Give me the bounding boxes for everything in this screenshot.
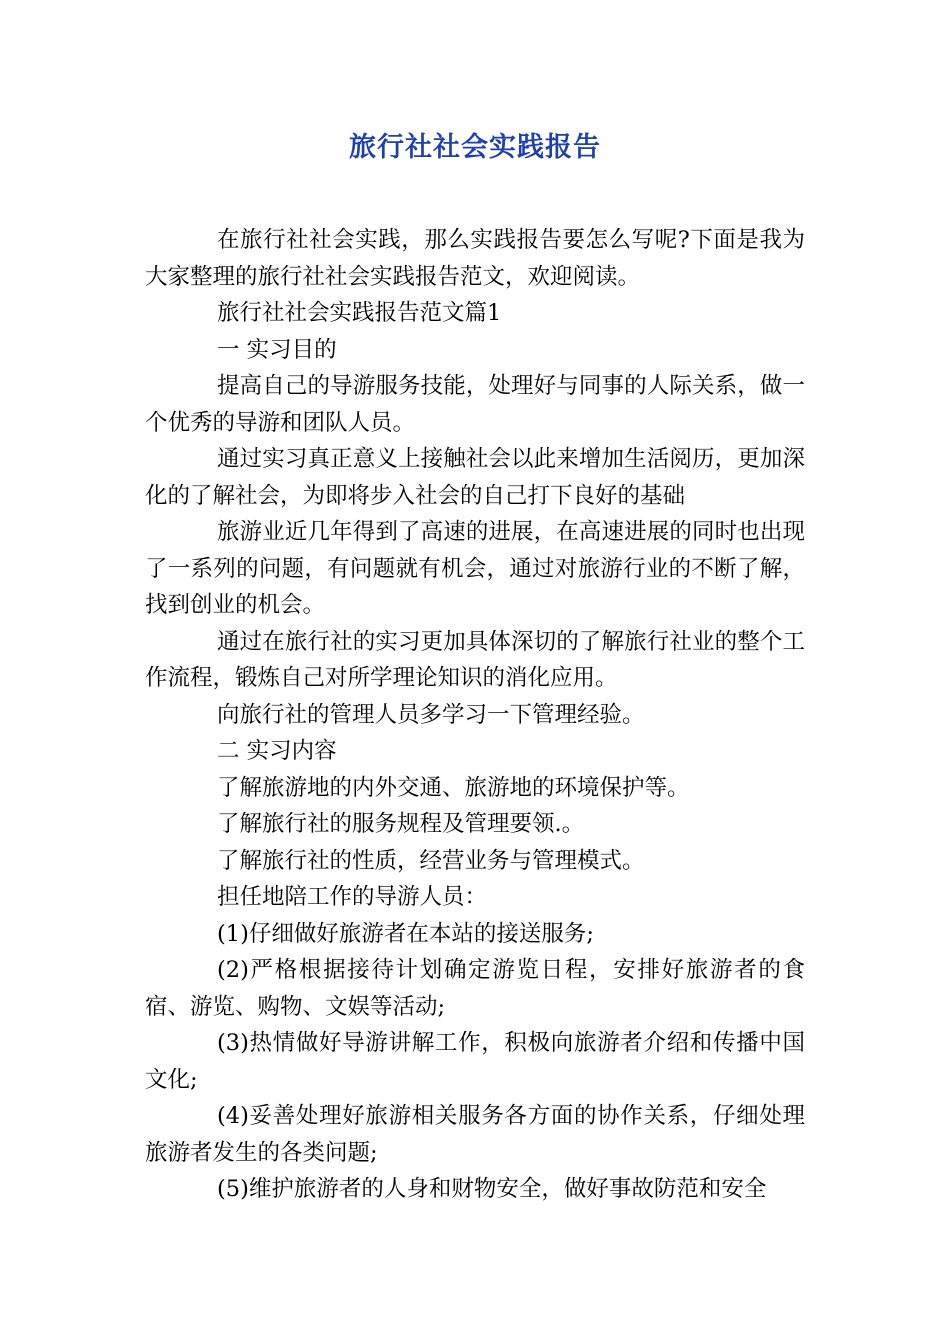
list-item: (1)仔细做好旅游者在本站的接送服务; (217, 920, 594, 947)
paragraph: 通过实习真正意义上接触社会以此来增加生活阅历，更加深化的了解社会，为即将步入社会的自己打下良好的基础 (145, 446, 805, 509)
paragraph: 旅游业近几年得到了高速的进展，在高速进展的同时也出现了一系列的问题，有问题就有机会，通过对旅游行业的不断了解，找到创业的机会。 (145, 519, 805, 618)
document-title: 旅行社社会实践报告 (349, 132, 601, 163)
list-item: (3)热情做好导游讲解工作，积极向旅游者介绍和传播中国文化; (145, 1030, 805, 1093)
paragraph: 向旅行社的管理人员多学习一下管理经验。 (217, 701, 645, 728)
paragraph-intro: 在旅行社社会实践，那么实践报告要怎么写呢?下面是我为大家整理的旅行社社会实践报告范文，欢迎阅读。 (145, 227, 805, 290)
list-item: (4)妥善处理好旅游相关服务各方面的协作关系，仔细处理旅游者发生的各类问题; (145, 1103, 805, 1166)
paragraph: 提高自己的导游服务技能，处理好与同事的人际关系，做一个优秀的导游和团队人员。 (145, 373, 805, 436)
section-heading-purpose: 一 实习目的 (217, 336, 337, 363)
paragraph: 了解旅游地的内外交通、旅游地的环境保护等。 (217, 774, 690, 801)
paragraph-sample-heading: 旅行社社会实践报告范文篇1 (217, 300, 502, 326)
section-heading-content: 二 实习内容 (217, 738, 337, 764)
paragraph: 通过在旅行社的实习更加具体深切的了解旅行社业的整个工作流程，锻炼自己对所学理论知识的消化应用。 (145, 628, 805, 691)
paragraph: 了解旅行社的性质，经营业务与管理模式。 (217, 847, 645, 874)
list-item: (5)维护旅游者的人身和财物安全，做好事故防范和安全 (217, 1176, 767, 1202)
list-item: (2)严格根据接待计划确定游览日程，安排好旅游者的食宿、游览、购物、文娱等活动; (145, 957, 805, 1020)
paragraph: 了解旅行社的服务规程及管理要领.。 (217, 811, 585, 837)
paragraph: 担任地陪工作的导游人员： (217, 884, 488, 910)
document-body (145, 222, 805, 1208)
